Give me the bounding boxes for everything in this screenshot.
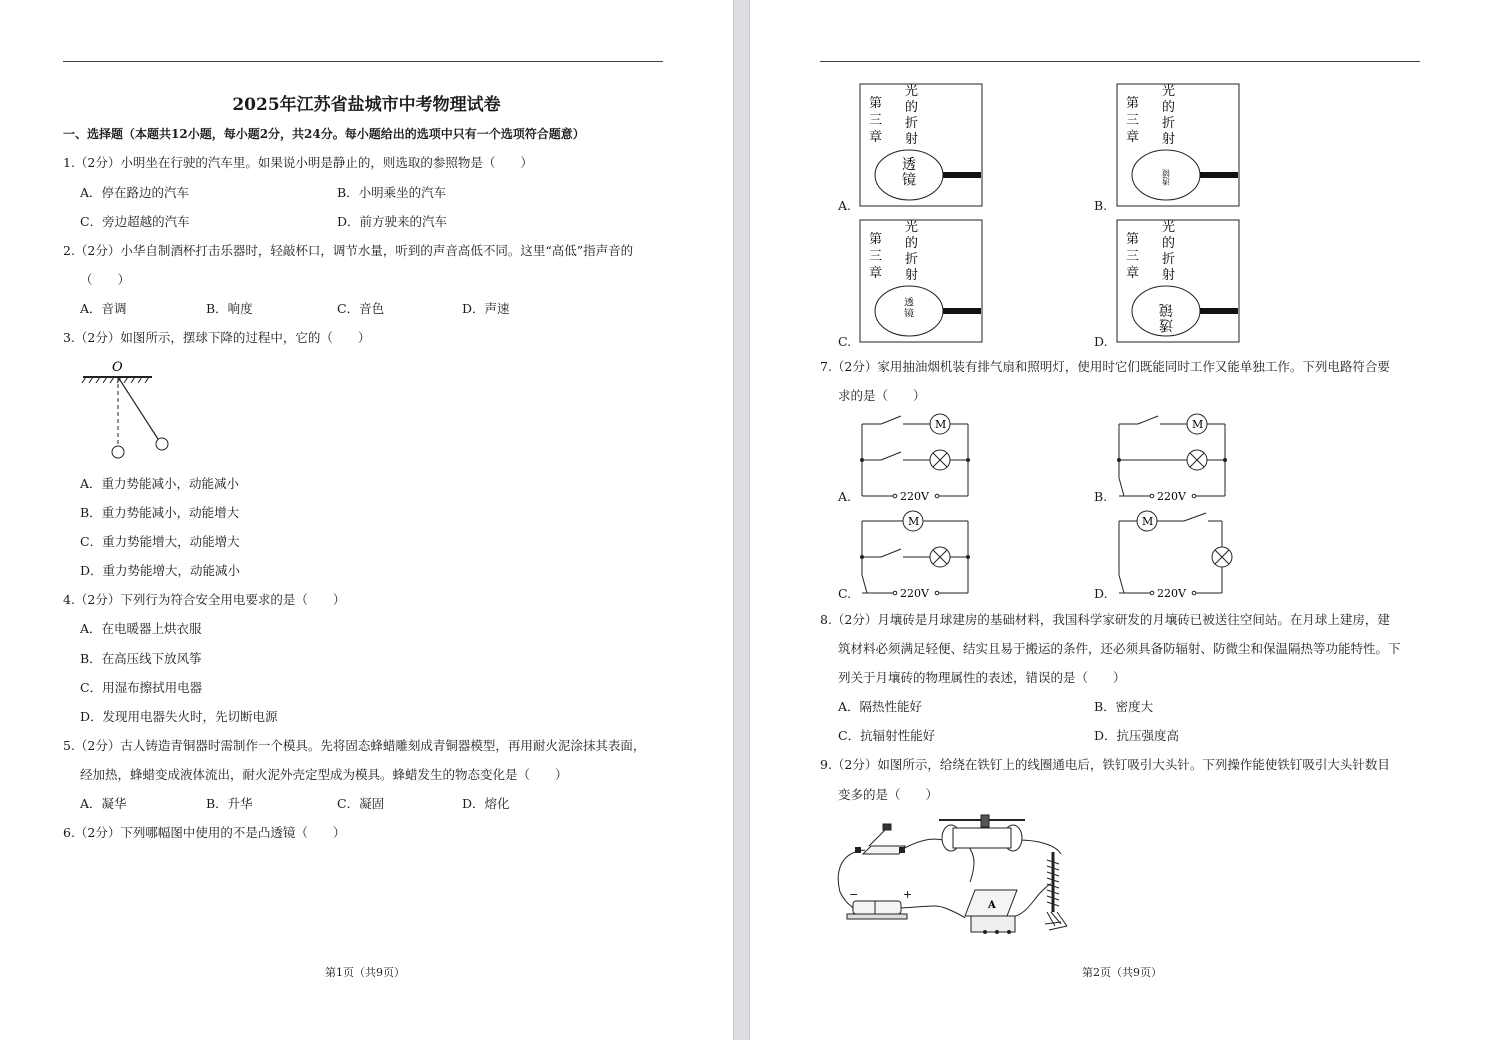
- book-chapter-char: 三: [869, 249, 883, 264]
- q8-option-d[interactable]: D．抗压强度高: [1094, 728, 1180, 743]
- book-title-char: 光: [1162, 84, 1176, 99]
- book-chapter-char: 章: [1126, 130, 1140, 145]
- lens-figure-a: [859, 83, 985, 209]
- circuit-a: [855, 410, 980, 505]
- q1-option-c[interactable]: C．旁边超越的汽车: [80, 214, 190, 229]
- book-title-char: 折: [1162, 116, 1176, 131]
- book-chapter-char: 第: [869, 96, 883, 111]
- motor-label: M: [1142, 515, 1154, 528]
- ammeter-label: A: [988, 900, 996, 911]
- q6-option-d[interactable]: D.: [1094, 334, 1108, 349]
- magnifier-handle: [1200, 308, 1238, 314]
- q3-option-d[interactable]: D．重力势能增大，动能减小: [80, 563, 241, 578]
- q8-stem-cont-1: 筑材料必须满足轻便、结实且易于搬运的条件，还必须具备防辐射、防微尘和保温隔热等功能特性。下: [838, 641, 1401, 656]
- lens-image-char: 镜: [1162, 167, 1170, 177]
- book-chapter-char: 第: [1126, 96, 1140, 111]
- magnifier-handle: [1200, 172, 1238, 178]
- exam-title: 2025年江苏省盐城市中考物理试卷: [232, 95, 501, 115]
- book-title-char: 射: [1162, 268, 1176, 283]
- book-title-char: 折: [1162, 252, 1176, 267]
- voltage-label: 220V: [900, 587, 929, 600]
- q7-option-d[interactable]: D.: [1094, 586, 1108, 601]
- q5-stem: 5.（2分）古人铸造青铜器时需制作一个模具。先将固态蜂蜡雕刻成青铜器模型，再用耐火泥涂抹其表面，: [63, 738, 646, 753]
- q2-option-d[interactable]: D．声速: [462, 301, 510, 316]
- q5-stem-cont: 经加热，蜂蜡变成液体流出，耐火泥外壳定型成为模具。蜂蜡发生的物态变化是（ ）: [80, 767, 568, 782]
- section-heading: 一、选择题（本题共12小题，每小题2分，共24分。每小题给出的选项中只有一个选项符合题意）: [63, 127, 585, 141]
- q1-option-b[interactable]: B．小明乘坐的汽车: [337, 185, 447, 200]
- lens-image-char: 透: [1162, 176, 1170, 186]
- book-title-char: 的: [905, 100, 919, 115]
- voltage-label: 220V: [900, 490, 929, 503]
- lens-image-char: 镜: [1159, 300, 1173, 317]
- page-number-2: 第2页（共9页）: [1082, 966, 1162, 979]
- motor-label: M: [908, 515, 920, 528]
- q4-option-b[interactable]: B．在高压线下放风筝: [80, 651, 202, 666]
- book-chapter-char: 第: [869, 232, 883, 247]
- q4-option-c[interactable]: C．用湿布擦拭用电器: [80, 680, 203, 695]
- book-chapter-char: 三: [869, 113, 883, 128]
- book-chapter-char: 三: [1126, 249, 1140, 264]
- q5-option-a[interactable]: A．凝华: [80, 796, 127, 811]
- book-title-char: 射: [905, 132, 919, 147]
- page-gutter: [733, 0, 750, 1040]
- q8-option-c[interactable]: C．抗辐射性能好: [838, 728, 936, 743]
- q7-option-a[interactable]: A.: [838, 489, 852, 504]
- q7-stem: 7.（2分）家用抽油烟机装有排气扇和照明灯，使用时它们既能同时工作又能单独工作。下列电路符合要: [820, 359, 1390, 374]
- book-chapter-char: 章: [869, 130, 883, 145]
- book-title-char: 折: [905, 116, 919, 131]
- book-title-char: 光: [905, 84, 919, 99]
- book-title-char: 的: [1162, 100, 1176, 115]
- exam-page-2: [750, 0, 1490, 1040]
- q1-option-a[interactable]: A．停在路边的汽车: [80, 185, 190, 200]
- q9-stem-cont: 变多的是（ ）: [838, 787, 939, 802]
- book-chapter-char: 章: [1126, 266, 1140, 281]
- q3-stem: 3.（2分）如图所示，摆球下降的过程中，它的（ ）: [63, 330, 371, 345]
- q2-option-a[interactable]: A．音调: [80, 301, 127, 316]
- q6-option-b[interactable]: B.: [1094, 198, 1108, 213]
- q2-stem: 2.（2分）小华自制酒杯打击乐器时，轻敲杯口，调节水量，听到的声音高低不同。这里“高低”指声音的: [63, 243, 634, 258]
- q8-option-a[interactable]: A．隔热性能好: [838, 699, 923, 714]
- book-title-char: 光: [1162, 220, 1176, 235]
- voltage-label: 220V: [1157, 490, 1186, 503]
- voltage-label: 220V: [1157, 587, 1186, 600]
- lens-figure-d: [1116, 219, 1242, 345]
- q5-option-c[interactable]: C．凝固: [337, 796, 385, 811]
- q6-stem: 6.（2分）下列哪幅图中使用的不是凸透镜（ ）: [63, 825, 346, 840]
- lens-image-char: 透: [1159, 316, 1173, 333]
- electromagnet-circuit-figure: [835, 812, 1090, 942]
- battery-negative-label: −: [849, 888, 859, 901]
- book-title-char: 折: [905, 252, 919, 267]
- q6-option-c[interactable]: C.: [838, 334, 852, 349]
- circuit-b: [1112, 410, 1237, 505]
- lens-image-char: 镜: [902, 172, 916, 189]
- book-chapter-char: 章: [869, 266, 883, 281]
- q6-option-a[interactable]: A.: [838, 198, 852, 213]
- q2-stem-cont: （ ）: [80, 272, 131, 287]
- book-title-char: 的: [1162, 236, 1176, 251]
- q1-stem: 1.（2分）小明坐在行驶的汽车里。如果说小明是静止的，则选取的参照物是（ ）: [63, 155, 533, 170]
- q9-stem: 9.（2分）如图所示，给绕在铁钉上的线圈通电后，铁钉吸引大头针。下列操作能使铁钉吸引大头针数目: [820, 757, 1390, 772]
- q3-option-c[interactable]: C．重力势能增大，动能增大: [80, 534, 240, 549]
- magnifier-handle: [943, 308, 981, 314]
- q1-option-d[interactable]: D．前方驶来的汽车: [337, 214, 448, 229]
- q7-stem-cont: 求的是（ ）: [838, 388, 926, 403]
- q4-option-d[interactable]: D．发现用电器失火时，先切断电源: [80, 709, 278, 724]
- q8-stem: 8.（2分）月壤砖是月球建房的基础材料，我国科学家研发的月壤砖已被送往空间站。在月球上建房，建: [820, 612, 1390, 627]
- circuit-c: [855, 507, 980, 602]
- lens-image-char: 透: [902, 156, 916, 173]
- book-title-char: 射: [1162, 132, 1176, 147]
- pivot-label: O: [112, 360, 123, 375]
- book-title-char: 光: [905, 220, 919, 235]
- circuit-d: [1112, 507, 1237, 602]
- motor-label: M: [935, 418, 947, 431]
- q3-option-b[interactable]: B．重力势能减小，动能增大: [80, 505, 240, 520]
- q8-stem-cont-2: 列关于月壤砖的物理属性的表述，错误的是（ ）: [838, 670, 1126, 685]
- book-title-char: 的: [905, 236, 919, 251]
- q4-stem: 4.（2分）下列行为符合安全用电要求的是（ ）: [63, 592, 346, 607]
- q7-option-c[interactable]: C.: [838, 586, 852, 601]
- lens-figure-b: [1116, 83, 1242, 209]
- pendulum-figure: [78, 355, 178, 465]
- q3-option-a[interactable]: A．重力势能减小，动能减小: [80, 476, 240, 491]
- q2-option-b[interactable]: B．响度: [206, 301, 253, 316]
- motor-label: M: [1192, 418, 1204, 431]
- page-number-1: 第1页（共9页）: [325, 966, 405, 979]
- book-chapter-char: 第: [1126, 232, 1140, 247]
- header-rule: [63, 61, 663, 62]
- lens-figure-c: [859, 219, 985, 345]
- book-chapter-char: 三: [1126, 113, 1140, 128]
- lens-image-char: 镜: [904, 308, 914, 320]
- book-title-char: 射: [905, 268, 919, 283]
- q8-option-b[interactable]: B．密度大: [1094, 699, 1154, 714]
- magnifier-handle: [943, 172, 981, 178]
- battery-positive-label: +: [903, 888, 913, 901]
- exam-page-1: [0, 0, 733, 1040]
- lens-image-char: 透: [904, 297, 914, 309]
- q5-option-d[interactable]: D．熔化: [462, 796, 510, 811]
- q7-option-b[interactable]: B.: [1094, 489, 1108, 504]
- q4-option-a[interactable]: A．在电暖器上烘衣服: [80, 621, 202, 636]
- header-rule: [820, 61, 1420, 62]
- q2-option-c[interactable]: C．音色: [337, 301, 385, 316]
- q5-option-b[interactable]: B．升华: [206, 796, 253, 811]
